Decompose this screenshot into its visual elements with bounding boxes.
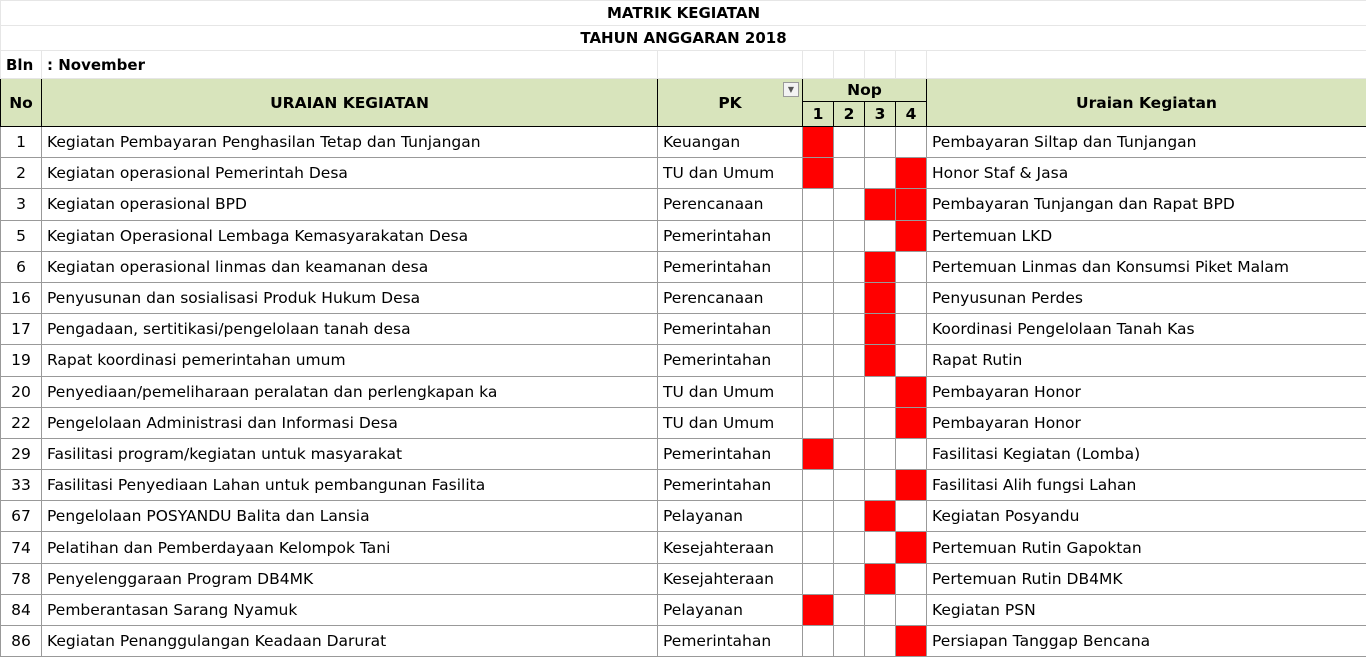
week-2-cell — [834, 189, 865, 220]
week-3-cell — [865, 376, 896, 407]
row-uraian-kegiatan: Pengelolaan POSYANDU Balita dan Lansia — [42, 501, 658, 532]
header-week-3: 3 — [865, 102, 896, 127]
row-pk: Pelayanan — [658, 501, 803, 532]
header-week-2: 2 — [834, 102, 865, 127]
week-2-cell — [834, 345, 865, 376]
week-3-cell — [865, 220, 896, 251]
table-row — [1, 189, 1366, 220]
row-pk: Pemerintahan — [658, 314, 803, 345]
filter-dropdown-icon[interactable]: ▼ — [783, 82, 799, 97]
week-1-cell — [803, 376, 834, 407]
week-2-cell — [834, 438, 865, 469]
table-row — [1, 438, 1366, 469]
week-4-cell — [896, 251, 927, 282]
table-row — [1, 345, 1366, 376]
week-1-cell — [803, 345, 834, 376]
week-1-cell — [803, 470, 834, 501]
week-1-cell — [803, 158, 834, 189]
week-3-cell — [865, 251, 896, 282]
row-pk: Pemerintahan — [658, 220, 803, 251]
row-number: 74 — [1, 532, 42, 563]
row-number: 33 — [1, 470, 42, 501]
row-number: 2 — [1, 158, 42, 189]
week-1-cell — [803, 220, 834, 251]
week-2-cell — [834, 251, 865, 282]
header-pk-label: PK — [718, 93, 742, 112]
row-number: 1 — [1, 127, 42, 158]
row-uraian-detail: Fasilitasi Alih fungsi Lahan — [927, 470, 1366, 501]
row-uraian-kegiatan: Kegiatan operasional Pemerintah Desa — [42, 158, 658, 189]
table-row — [1, 470, 1366, 501]
week-3-cell — [865, 158, 896, 189]
week-1-cell — [803, 189, 834, 220]
row-uraian-detail: Pertemuan Linmas dan Konsumsi Piket Malam — [927, 251, 1366, 282]
row-pk: Pemerintahan — [658, 251, 803, 282]
row-uraian-kegiatan: Pelatihan dan Pemberdayaan Kelompok Tani — [42, 532, 658, 563]
row-uraian-detail: Kegiatan Posyandu — [927, 501, 1366, 532]
row-pk: Pemerintahan — [658, 626, 803, 657]
week-2-cell — [834, 407, 865, 438]
header-pk — [658, 79, 803, 127]
week-4-cell — [896, 345, 927, 376]
row-uraian-detail: Honor Staf & Jasa — [927, 158, 1366, 189]
month-value: : November — [42, 51, 658, 79]
row-uraian-detail: Pembayaran Honor — [927, 376, 1366, 407]
week-2-cell — [834, 127, 865, 158]
week-2-cell — [834, 563, 865, 594]
row-uraian-kegiatan: Fasilitasi program/kegiatan untuk masyarakat — [42, 438, 658, 469]
table-row — [1, 407, 1366, 438]
week-2-cell — [834, 314, 865, 345]
row-uraian-kegiatan: Penyediaan/pemeliharaan peralatan dan perlengkapan ka — [42, 376, 658, 407]
week-3-cell — [865, 282, 896, 313]
week-1-cell — [803, 594, 834, 625]
week-4-cell — [896, 282, 927, 313]
week-1-cell — [803, 563, 834, 594]
week-2-cell — [834, 532, 865, 563]
row-uraian-detail: Pembayaran Tunjangan dan Rapat BPD — [927, 189, 1366, 220]
week-3-cell — [865, 501, 896, 532]
row-uraian-detail: Pembayaran Siltap dan Tunjangan — [927, 127, 1366, 158]
week-4-cell — [896, 563, 927, 594]
row-uraian-kegiatan: Kegiatan Pembayaran Penghasilan Tetap dan Tunjangan — [42, 127, 658, 158]
row-number: 20 — [1, 376, 42, 407]
week-3-cell — [865, 407, 896, 438]
week-4-cell — [896, 314, 927, 345]
row-number: 67 — [1, 501, 42, 532]
month-label: Bln — [1, 51, 42, 79]
row-uraian-detail: Persiapan Tanggap Bencana — [927, 626, 1366, 657]
header-uraian-kegiatan-right: Uraian Kegiatan — [927, 79, 1366, 127]
row-pk: Pemerintahan — [658, 438, 803, 469]
week-4-cell — [896, 594, 927, 625]
week-3-cell — [865, 626, 896, 657]
week-4-cell — [896, 127, 927, 158]
row-pk: Kesejahteraan — [658, 563, 803, 594]
row-number: 86 — [1, 626, 42, 657]
row-uraian-detail: Penyusunan Perdes — [927, 282, 1366, 313]
row-uraian-detail: Pertemuan LKD — [927, 220, 1366, 251]
row-pk: Pemerintahan — [658, 470, 803, 501]
week-4-cell — [896, 532, 927, 563]
week-2-cell — [834, 594, 865, 625]
week-2-cell — [834, 501, 865, 532]
row-pk: Pemerintahan — [658, 345, 803, 376]
row-uraian-kegiatan: Kegiatan operasional BPD — [42, 189, 658, 220]
week-1-cell — [803, 501, 834, 532]
week-3-cell — [865, 470, 896, 501]
row-uraian-kegiatan: Penyelenggaraan Program DB4MK — [42, 563, 658, 594]
table-row — [1, 563, 1366, 594]
row-uraian-kegiatan: Pemberantasan Sarang Nyamuk — [42, 594, 658, 625]
table-row — [1, 376, 1366, 407]
week-1-cell — [803, 626, 834, 657]
row-uraian-detail: Fasilitasi Kegiatan (Lomba) — [927, 438, 1366, 469]
week-2-cell — [834, 470, 865, 501]
table-row — [1, 594, 1366, 625]
row-number: 6 — [1, 251, 42, 282]
table-row — [1, 251, 1366, 282]
row-uraian-detail: Pembayaran Honor — [927, 407, 1366, 438]
row-pk: Perencanaan — [658, 282, 803, 313]
week-3-cell — [865, 532, 896, 563]
row-uraian-detail: Pertemuan Rutin Gapoktan — [927, 532, 1366, 563]
row-pk: Keuangan — [658, 127, 803, 158]
row-number: 5 — [1, 220, 42, 251]
week-1-cell — [803, 282, 834, 313]
row-uraian-detail: Kegiatan PSN — [927, 594, 1366, 625]
week-1-cell — [803, 127, 834, 158]
week-4-cell — [896, 376, 927, 407]
week-4-cell — [896, 501, 927, 532]
table-row — [1, 532, 1366, 563]
row-pk: Kesejahteraan — [658, 532, 803, 563]
row-number: 19 — [1, 345, 42, 376]
header-month-nop: Nop — [803, 79, 927, 102]
week-3-cell — [865, 345, 896, 376]
week-4-cell — [896, 626, 927, 657]
table-row — [1, 158, 1366, 189]
header-week-4: 4 — [896, 102, 927, 127]
week-1-cell — [803, 251, 834, 282]
header-week-1: 1 — [803, 102, 834, 127]
table-row — [1, 314, 1366, 345]
header-no: No — [1, 79, 42, 127]
week-3-cell — [865, 563, 896, 594]
header-uraian-kegiatan: URAIAN KEGIATAN — [42, 79, 658, 127]
row-pk: Perencanaan — [658, 189, 803, 220]
row-uraian-detail: Koordinasi Pengelolaan Tanah Kas — [927, 314, 1366, 345]
week-3-cell — [865, 314, 896, 345]
row-pk: TU dan Umum — [658, 158, 803, 189]
week-2-cell — [834, 282, 865, 313]
row-number: 22 — [1, 407, 42, 438]
row-uraian-kegiatan: Kegiatan Penanggulangan Keadaan Darurat — [42, 626, 658, 657]
row-uraian-detail: Pertemuan Rutin DB4MK — [927, 563, 1366, 594]
week-2-cell — [834, 158, 865, 189]
row-number: 3 — [1, 189, 42, 220]
week-4-cell — [896, 158, 927, 189]
week-2-cell — [834, 376, 865, 407]
row-number: 29 — [1, 438, 42, 469]
week-1-cell — [803, 438, 834, 469]
week-4-cell — [896, 189, 927, 220]
row-number: 17 — [1, 314, 42, 345]
table-row — [1, 501, 1366, 532]
week-1-cell — [803, 407, 834, 438]
row-number: 78 — [1, 563, 42, 594]
row-number: 16 — [1, 282, 42, 313]
matrix-title: MATRIK KEGIATAN — [1, 1, 1366, 26]
row-uraian-kegiatan: Kegiatan Operasional Lembaga Kemasyarakatan Desa — [42, 220, 658, 251]
row-uraian-detail: Rapat Rutin — [927, 345, 1366, 376]
row-pk: Pelayanan — [658, 594, 803, 625]
activity-rows — [1, 127, 1366, 657]
row-uraian-kegiatan: Rapat koordinasi pemerintahan umum — [42, 345, 658, 376]
row-pk: TU dan Umum — [658, 407, 803, 438]
table-row — [1, 127, 1366, 158]
row-pk: TU dan Umum — [658, 376, 803, 407]
table-row — [1, 626, 1366, 657]
budget-year-title: TAHUN ANGGARAN 2018 — [1, 26, 1366, 51]
row-uraian-kegiatan: Fasilitasi Penyediaan Lahan untuk pembangunan Fasilita — [42, 470, 658, 501]
week-2-cell — [834, 626, 865, 657]
row-uraian-kegiatan: Pengadaan, sertitikasi/pengelolaan tanah desa — [42, 314, 658, 345]
week-3-cell — [865, 127, 896, 158]
week-4-cell — [896, 220, 927, 251]
week-1-cell — [803, 532, 834, 563]
week-3-cell — [865, 438, 896, 469]
row-number: 84 — [1, 594, 42, 625]
week-4-cell — [896, 438, 927, 469]
row-uraian-kegiatan: Penyusunan dan sosialisasi Produk Hukum Desa — [42, 282, 658, 313]
week-4-cell — [896, 470, 927, 501]
week-1-cell — [803, 314, 834, 345]
week-4-cell — [896, 407, 927, 438]
week-2-cell — [834, 220, 865, 251]
table-row — [1, 282, 1366, 313]
table-row — [1, 220, 1366, 251]
week-3-cell — [865, 594, 896, 625]
week-3-cell — [865, 189, 896, 220]
row-uraian-kegiatan: Kegiatan operasional linmas dan keamanan desa — [42, 251, 658, 282]
row-uraian-kegiatan: Pengelolaan Administrasi dan Informasi Desa — [42, 407, 658, 438]
